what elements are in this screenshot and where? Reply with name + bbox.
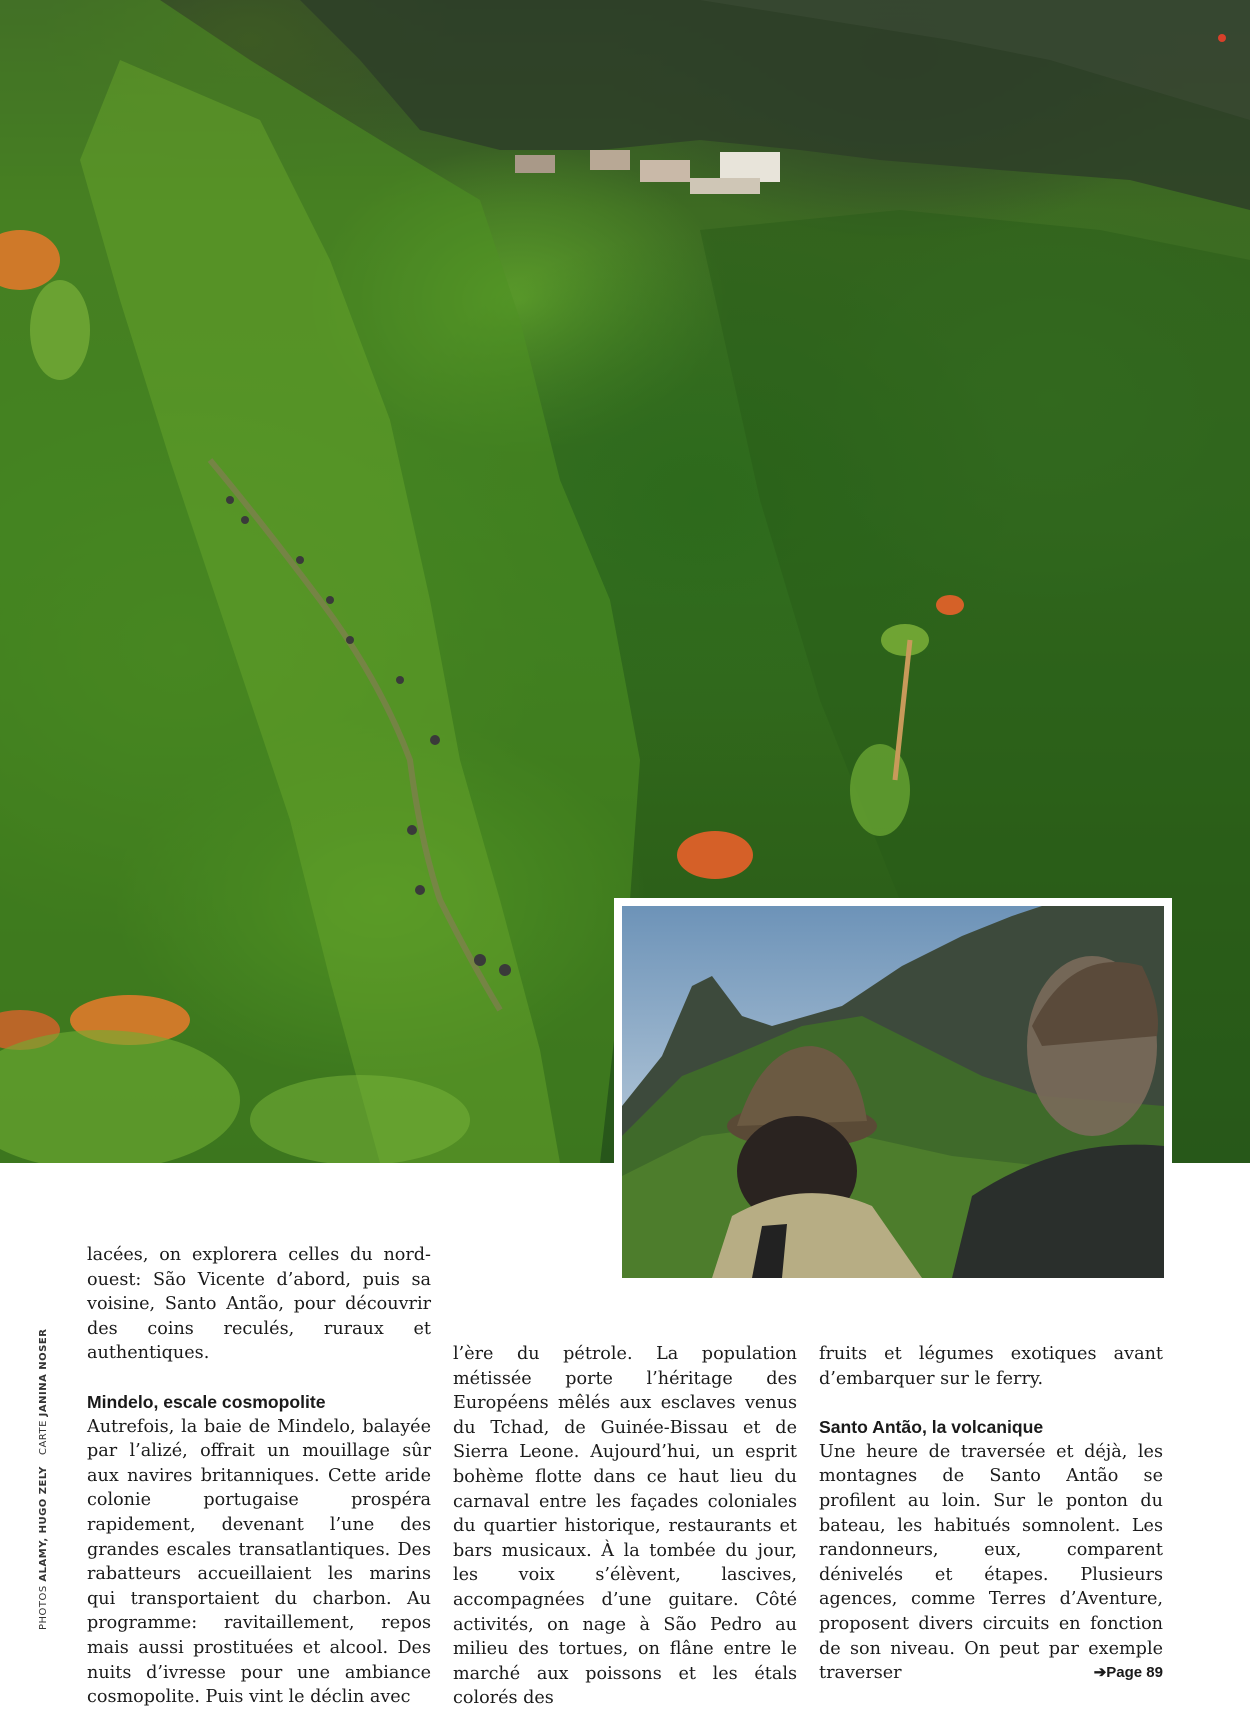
column-3 [819, 1342, 1163, 1686]
credit-photos-names: ALAMY, HUGO ZELY [38, 1466, 49, 1582]
section-heading-mindelo: Mindelo, escale cosmopolite [87, 1391, 326, 1412]
section-heading-santo-antao: Santo Antão, la volcanique [819, 1417, 1044, 1438]
inset-photo [614, 898, 1172, 1286]
page-reference-link[interactable]: ➔Page 89 [1093, 1664, 1163, 1682]
village-houses [515, 150, 780, 194]
column-3-paragraph-1: fruits et légumes exotiques avant d’embarquer sur le ferry. [819, 1344, 1163, 1389]
column-2 [453, 1342, 797, 1711]
credit-map-label: CARTE [38, 1420, 49, 1456]
credit-map-name: JANINA NOSER [38, 1328, 49, 1417]
column-1-paragraph-1: lacées, on explorera celles du nord-ouest: São Vicente d’abord, puis sa voisine, Santo Antão, pour découvrir des coins reculés, ruraux et authentiques. [87, 1245, 431, 1364]
column-3-paragraph-2-text: Une heure de traversée et déjà, les montagnes de Santo Antão se profilent au loin. Sur le ponton du bateau, les habitués somnolent. Les randonneurs, eux, comparent dénivelés et étapes. Plusieurs agences, comme Terres d’Aventure, proposent divers circuits en fonction de son niveau. On peut par exemple traverser [819, 1441, 1163, 1684]
column-2-paragraph-1: l’ère du pétrole. La population métissée porte l’héritage des Européens mêlés aux esclaves venus du Tchad, de Guinée-Bissau et de Sierra Leone. Aujourd’hui, un esprit bohème flotte dans ce haut lieu du carnaval entre les façades coloniales du quartier historique, restaurants et bars musicaux. À la tombée du jour, les voix s’élèvent, lascives, accompagnées d’une guitare. Côté activités, on nage à São Pedro au milieu des tortues, on flâne entre le marché aux poissons et les étals colorés des [453, 1344, 797, 1709]
column-1-paragraph-2: Autrefois, la baie de Mindelo, balayée par l’alizé, offrait un mouillage sûr aux navires britanniques. Cette aride colonie portugaise prospéra rapidement, devenant l’une des grandes escales transatlantiques. Des rabatteurs accueillaient les marins qui transportaient du charbon. Au programme: ravitaillement, repos mais aussi prostituées et alcool. Des nuits d’ivresse pour une ambiance cosmopolite. Puis vint le déclin avec [87, 1416, 431, 1708]
credit-photos-label: PHOTOS [38, 1585, 49, 1630]
inset-photo-scene [622, 906, 1164, 1278]
photo-credit [38, 1329, 49, 1630]
column-1 [87, 1243, 431, 1710]
column-3-paragraph-2 [819, 1440, 1163, 1686]
